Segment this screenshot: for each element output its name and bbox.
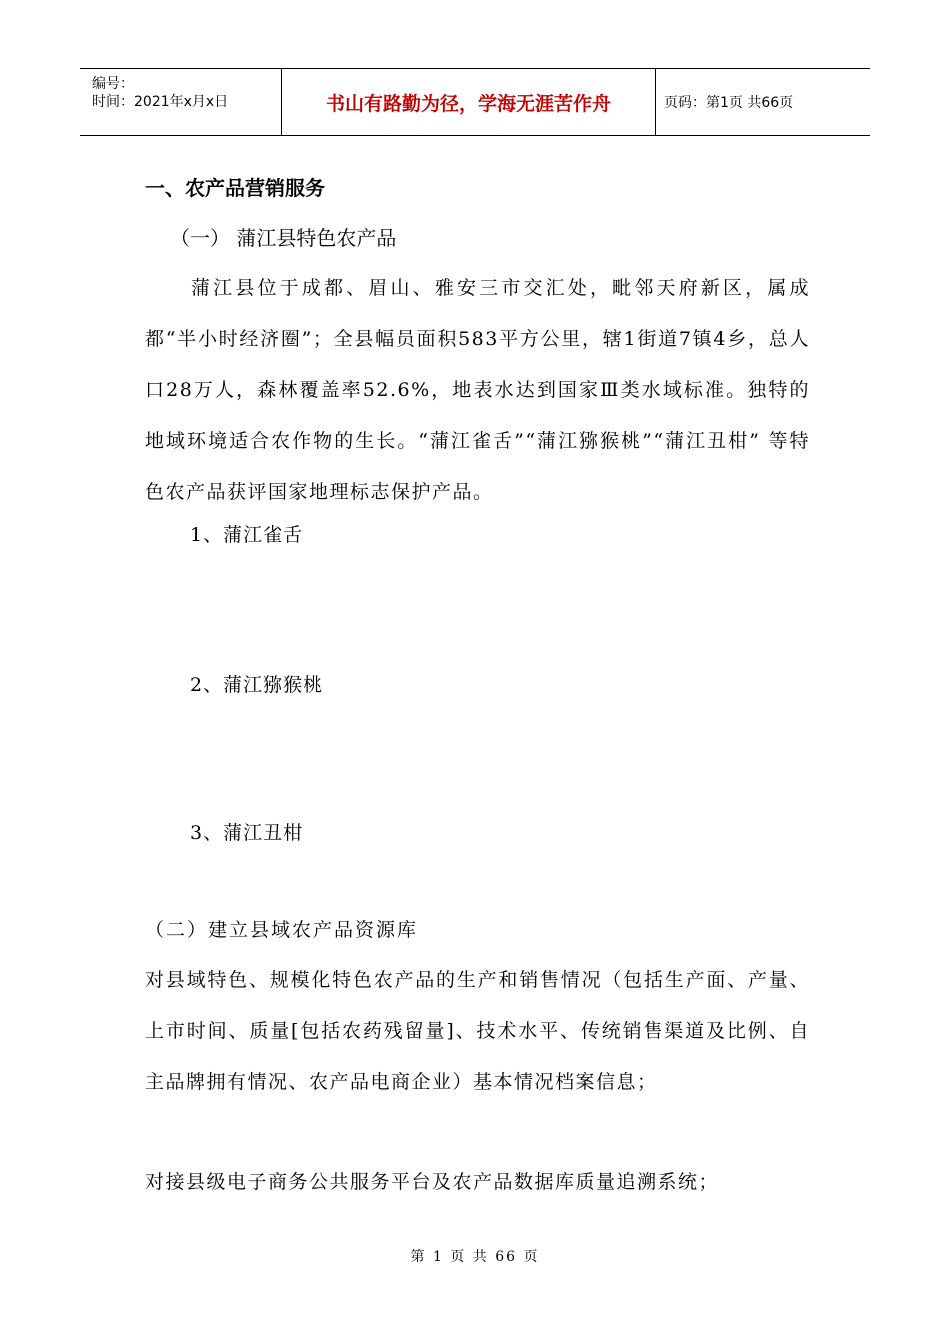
document-header [80,68,870,136]
header-meta-cell [80,69,282,135]
list-item: 1、蒲江雀舌 [190,524,304,546]
page-footer: 第 1 页 共 66 页 [410,1249,540,1265]
header-page-info: 页码：第1页 共66页 [664,95,794,111]
subheading-specialty-products: （一） 蒲江县特色农产品 [170,226,397,250]
list-item: 2、蒲江猕猴桃 [190,674,324,696]
platform-paragraph: 对接县级电子商务公共服务平台及农产品数据库质量追溯系统； [145,1171,720,1193]
subheading-resource-library: （二）建立县域农产品资源库 [145,919,419,941]
intro-paragraph: 蒲江县位于成都、眉山、雅安三市交汇处，毗邻天府新区，属成都“半小时经济圈”；全县幅员面积583平方公里，辖1街道7镇4乡，总人口28万人，森林覆盖率52.6%，地表水达到国家Ⅲ类水域标准。独特的地域环境适合农作物的生长。“蒲江雀舌”“蒲江猕猴桃”“蒲江丑柑” 等特色农产品获评国家地理标志保护产品。 [145,277,810,503]
list-item: 3、蒲江丑柑 [190,822,304,844]
number-label: 编号： [92,76,134,92]
section-heading: 一、农产品营销服务 [145,176,325,200]
header-motto: 书山有路勤为径，学海无涯苦作舟 [282,69,656,135]
resource-paragraph: 对县域特色、规模化特色农产品的生产和销售情况（包括生产面、产量、上市时间、质量[包括农药残留量]、技术水平、传统销售渠道及比例、自主品牌拥有情况、农产品电商企业）基本情况档案信息； [145,969,810,1093]
date-label: 时间：2021年x月x日 [92,94,229,110]
